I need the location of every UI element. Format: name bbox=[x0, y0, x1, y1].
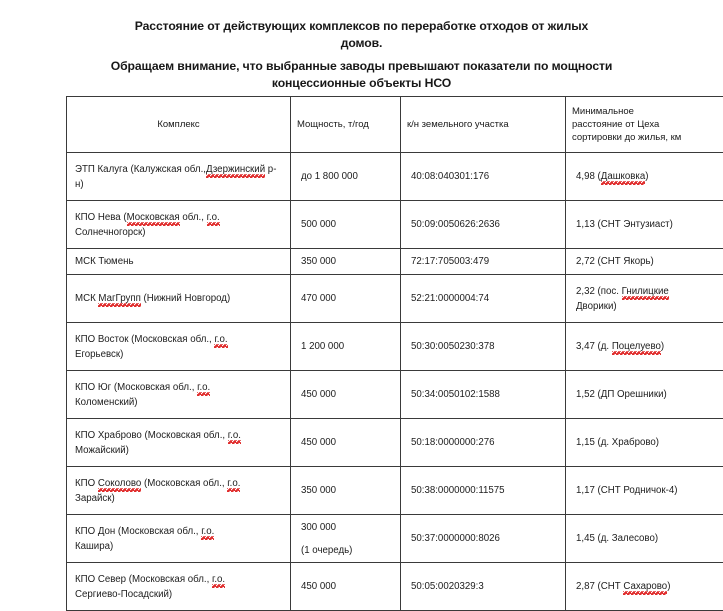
power-value: 300 000 bbox=[301, 520, 394, 535]
spellcheck-underlined-word[interactable]: Московская bbox=[127, 212, 180, 225]
cell-minimum-distance bbox=[566, 249, 723, 275]
cell-complex-name bbox=[67, 201, 291, 249]
complex-name-line-1: МСК МагГрупп (Нижний Новгород) bbox=[75, 291, 284, 306]
document-title bbox=[82, 0, 642, 52]
cell-power bbox=[291, 275, 401, 323]
table-row bbox=[67, 275, 723, 323]
table-row bbox=[67, 153, 723, 201]
distance-line-1: 2,32 (пос. Гнилицкие bbox=[576, 284, 717, 299]
complex-name-line-1: КПО Дон (Московская обл., г.о. bbox=[75, 524, 284, 539]
table-row bbox=[67, 249, 723, 275]
spellcheck-underlined-word[interactable]: Сахарово bbox=[623, 581, 667, 594]
spellcheck-underlined-word[interactable]: г.о. bbox=[197, 382, 210, 395]
table-row bbox=[67, 563, 723, 611]
distance-line-1: 1,45 (д. Залесово) bbox=[576, 531, 717, 546]
table-row bbox=[67, 419, 723, 467]
distance-line-1: 4,98 (Дашковка) bbox=[576, 169, 717, 184]
cell-minimum-distance bbox=[566, 419, 723, 467]
complex-name-line-2: Солнечногорск) bbox=[75, 225, 284, 240]
document-title-line-2: домов. bbox=[82, 35, 642, 52]
cell-cadastral-number: 52:21:0000004:74 bbox=[401, 275, 566, 323]
distance-line-1: 1,52 (ДП Орешники) bbox=[576, 387, 717, 402]
distance-line-1: 1,15 (д. Храброво) bbox=[576, 435, 717, 450]
column-header-distance-line-1: Минимальное bbox=[572, 105, 717, 118]
cell-complex-name bbox=[67, 153, 291, 201]
cell-complex-name bbox=[67, 467, 291, 515]
cell-power bbox=[291, 249, 401, 275]
document-subtitle-line-1: Обращаем внимание, что выбранные заводы превышают показатели по bbox=[111, 59, 549, 73]
complex-name-line-1: КПО Храброво (Московская обл., г.о. bbox=[75, 428, 284, 443]
complex-name-line-2: Кашира) bbox=[75, 539, 284, 554]
spellcheck-underlined-word[interactable]: Соколово bbox=[98, 478, 141, 491]
cell-power bbox=[291, 467, 401, 515]
cell-power bbox=[291, 419, 401, 467]
document-subtitle-line-2: мощности концессионные объекты НСО bbox=[272, 59, 612, 90]
power-value: до 1 800 000 bbox=[301, 169, 394, 184]
power-value: 500 000 bbox=[301, 217, 394, 232]
cell-minimum-distance bbox=[566, 275, 723, 323]
table-row bbox=[67, 323, 723, 371]
column-header-complex: Комплекс bbox=[67, 97, 291, 153]
power-value: 450 000 bbox=[301, 387, 394, 402]
table-row bbox=[67, 371, 723, 419]
complex-name-line-1: ЭТП Калуга (Калужская обл.,Дзержинский р-н) bbox=[75, 162, 284, 192]
cell-minimum-distance bbox=[566, 201, 723, 249]
cell-minimum-distance bbox=[566, 153, 723, 201]
table-body bbox=[67, 153, 723, 611]
power-value: 350 000 bbox=[301, 483, 394, 498]
document-subtitle bbox=[79, 58, 644, 92]
distance-line-1: 2,87 (СНТ Сахарово) bbox=[576, 579, 717, 594]
power-value: 450 000 bbox=[301, 435, 394, 450]
complex-name-line-1: КПО Юг (Московская обл., г.о. bbox=[75, 380, 284, 395]
cell-complex-name bbox=[67, 323, 291, 371]
complex-name-line-2: Егорьевск) bbox=[75, 347, 284, 362]
spellcheck-underlined-word[interactable]: Дашковка bbox=[601, 171, 645, 184]
cell-cadastral-number: 50:05:0020329:3 bbox=[401, 563, 566, 611]
complex-name-line-1: КПО Соколово (Московская обл., г.о. bbox=[75, 476, 284, 491]
cell-complex-name bbox=[67, 249, 291, 275]
power-value: 350 000 bbox=[301, 254, 394, 269]
column-header-distance-line-3: сортировки до жилья, км bbox=[572, 131, 717, 144]
spellcheck-underlined-word[interactable]: г.о. bbox=[227, 478, 240, 491]
column-header-cadastral: к/н земельного участка bbox=[401, 97, 566, 153]
cell-cadastral-number: 50:37:0000000:8026 bbox=[401, 515, 566, 563]
spellcheck-underlined-word[interactable]: г.о. bbox=[214, 334, 227, 347]
cell-power bbox=[291, 201, 401, 249]
table-row bbox=[67, 515, 723, 563]
distance-line-1: 1,17 (СНТ Родничок-4) bbox=[576, 483, 717, 498]
cell-power bbox=[291, 323, 401, 371]
spellcheck-underlined-word[interactable]: г.о. bbox=[207, 212, 220, 225]
power-note: (1 очередь) bbox=[301, 543, 394, 558]
complex-name-line-1: МСК Тюмень bbox=[75, 254, 284, 269]
cell-complex-name bbox=[67, 371, 291, 419]
complex-name-line-2: Сергиево-Посадский) bbox=[75, 587, 284, 602]
complex-name-line-2: Коломенский) bbox=[75, 395, 284, 410]
spellcheck-underlined-word[interactable]: г.о. bbox=[212, 574, 225, 587]
spellcheck-underlined-word[interactable]: Поцелуево bbox=[612, 341, 661, 354]
table-header bbox=[67, 97, 723, 153]
spellcheck-underlined-word[interactable]: г.о. bbox=[201, 526, 214, 539]
distance-line-1: 1,13 (СНТ Энтузиаст) bbox=[576, 217, 717, 232]
cell-cadastral-number: 50:09:0050626:2636 bbox=[401, 201, 566, 249]
cell-power bbox=[291, 153, 401, 201]
power-value: 1 200 000 bbox=[301, 339, 394, 354]
complex-name-line-1: КПО Нева (Московская обл., г.о. bbox=[75, 210, 284, 225]
distance-line-1: 3,47 (д. Поцелуево) bbox=[576, 339, 717, 354]
spellcheck-underlined-word[interactable]: Гнилицкие bbox=[622, 286, 669, 299]
power-value: 450 000 bbox=[301, 579, 394, 594]
complex-name-line-2: Зарайск) bbox=[75, 491, 284, 506]
complex-name-line-1: КПО Север (Московская обл., г.о. bbox=[75, 572, 284, 587]
cell-cadastral-number: 50:34:0050102:1588 bbox=[401, 371, 566, 419]
cell-cadastral-number: 72:17:705003:479 bbox=[401, 249, 566, 275]
table-row bbox=[67, 201, 723, 249]
spellcheck-underlined-word[interactable]: МагГрупп bbox=[98, 293, 140, 306]
complex-name-line-2: Можайский) bbox=[75, 443, 284, 458]
table-header-row bbox=[67, 97, 723, 153]
distance-line-1: 2,72 (СНТ Якорь) bbox=[576, 254, 717, 269]
cell-cadastral-number: 40:08:040301:176 bbox=[401, 153, 566, 201]
cell-complex-name bbox=[67, 515, 291, 563]
cell-complex-name bbox=[67, 419, 291, 467]
column-header-distance bbox=[566, 97, 723, 153]
cell-power bbox=[291, 563, 401, 611]
column-header-distance-line-2: расстояние от Цеха bbox=[572, 118, 717, 131]
spellcheck-underlined-word[interactable]: Дзержинский bbox=[206, 164, 265, 177]
cell-cadastral-number: 50:38:0000000:11575 bbox=[401, 467, 566, 515]
cell-minimum-distance bbox=[566, 515, 723, 563]
cell-minimum-distance bbox=[566, 467, 723, 515]
power-value: 470 000 bbox=[301, 291, 394, 306]
distance-line-2: Дворики) bbox=[576, 299, 717, 314]
waste-complexes-table bbox=[66, 96, 723, 611]
cell-complex-name bbox=[67, 563, 291, 611]
table-row bbox=[67, 467, 723, 515]
complex-name-line-1: КПО Восток (Московская обл., г.о. bbox=[75, 332, 284, 347]
cell-power bbox=[291, 515, 401, 563]
cell-power bbox=[291, 371, 401, 419]
cell-minimum-distance bbox=[566, 371, 723, 419]
cell-minimum-distance bbox=[566, 563, 723, 611]
cell-cadastral-number: 50:18:0000000:276 bbox=[401, 419, 566, 467]
column-header-power: Мощность, т/год bbox=[291, 97, 401, 153]
cell-cadastral-number: 50:30:0050230:378 bbox=[401, 323, 566, 371]
document-title-line-1: Расстояние от действующих комплексов по переработке отходов от жилых bbox=[135, 19, 588, 33]
cell-minimum-distance bbox=[566, 323, 723, 371]
cell-complex-name bbox=[67, 275, 291, 323]
spellcheck-underlined-word[interactable]: г.о. bbox=[228, 430, 241, 443]
